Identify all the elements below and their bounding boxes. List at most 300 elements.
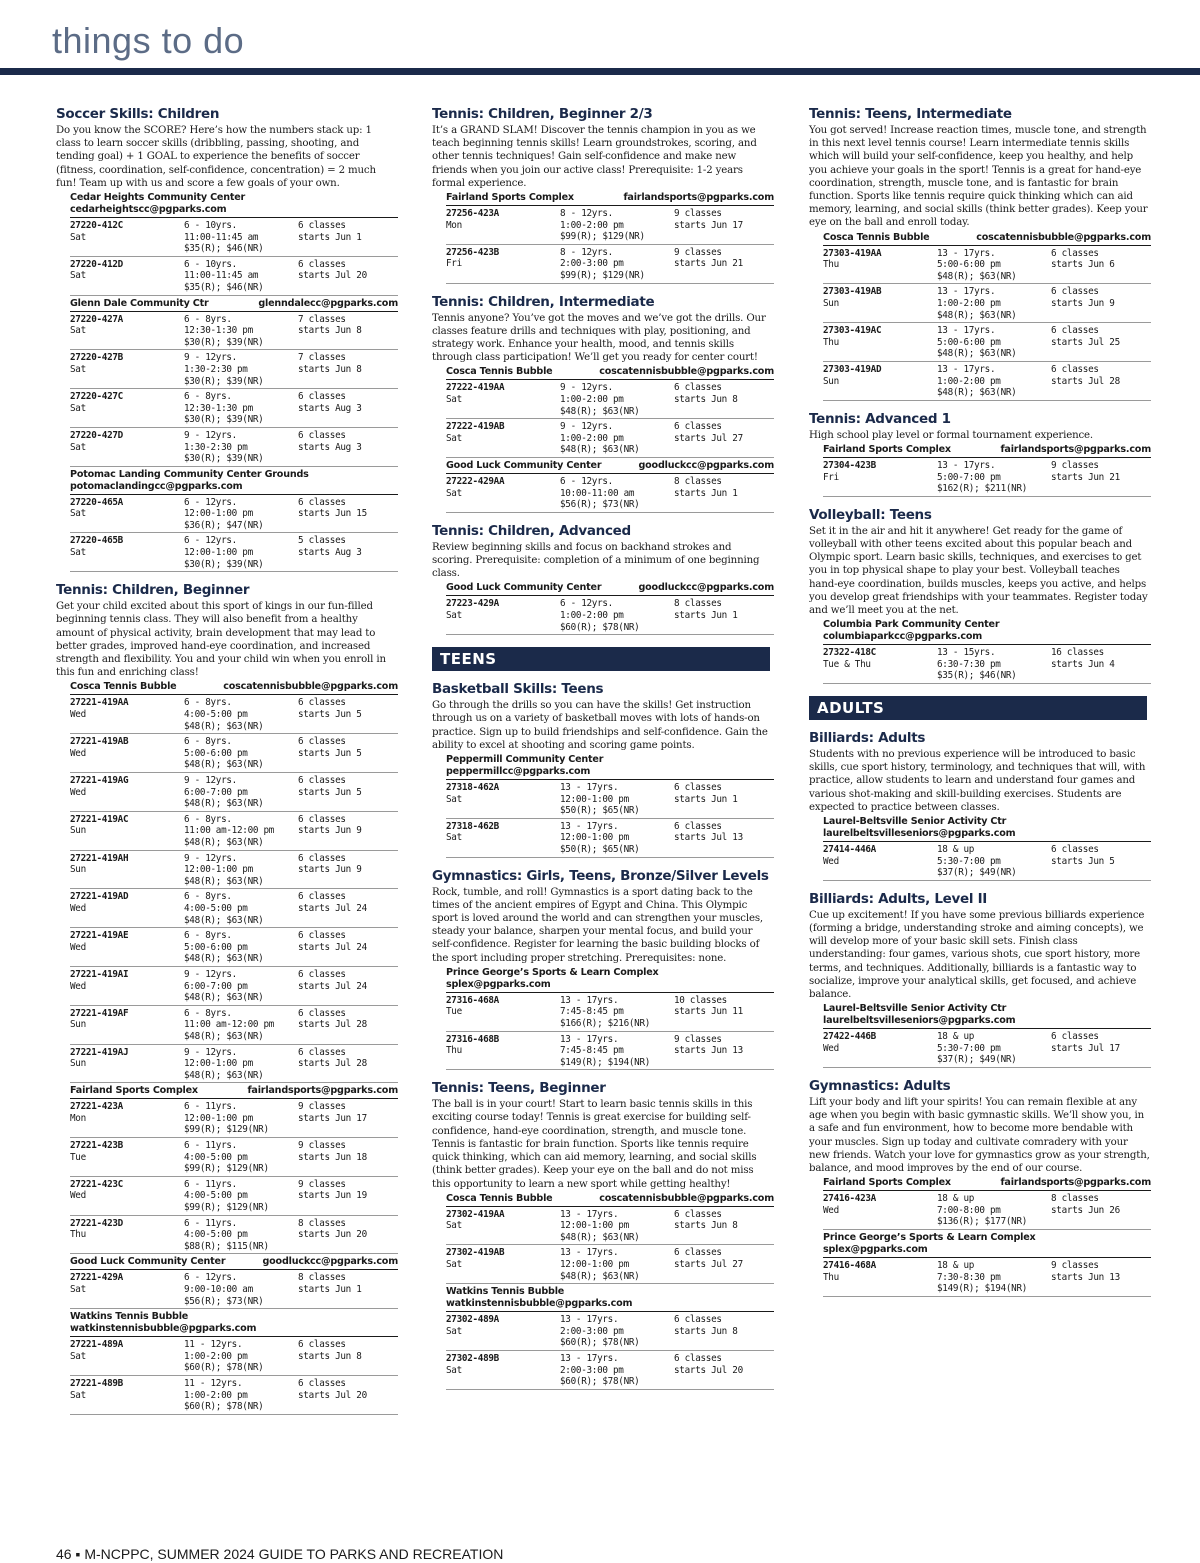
class-blank — [298, 1031, 398, 1043]
class-blank — [674, 1271, 774, 1283]
class-time: 4:00-5:00 pm — [184, 1151, 248, 1163]
class-blank — [1051, 1283, 1151, 1295]
class-age: 9 - 12yrs. — [184, 852, 237, 864]
class-day: Wed — [823, 855, 839, 867]
class-fee: $48(R); $63(NR) — [184, 837, 264, 849]
location-name: Cedar Heights Community Center — [70, 192, 246, 204]
class-count: 7 classes — [298, 313, 346, 325]
class-code: 27316-468A — [446, 994, 499, 1006]
location-email[interactable]: fairlandsports@pgparks.com — [247, 1085, 398, 1097]
column-1 — [56, 96, 398, 1423]
class-blank — [70, 337, 184, 349]
class-blank — [298, 1296, 398, 1308]
class-age: 18 & up — [937, 1193, 975, 1205]
class-code: 27303-419AA — [823, 247, 882, 259]
class-count: 6 classes — [298, 775, 346, 787]
class-day: Sat — [446, 487, 462, 499]
location-name: Cosca Tennis Bubble — [823, 231, 930, 243]
class-day: Sat — [446, 832, 462, 844]
class-age: 6 - 10yrs. — [184, 258, 237, 270]
class-row — [823, 842, 1151, 881]
class-row — [446, 596, 774, 635]
class-blank — [674, 444, 774, 456]
class-time: 5:00-7:00 pm — [937, 471, 1001, 483]
class-count: 8 classes — [1051, 1193, 1099, 1205]
location-email[interactable]: coscatennisbubble@pgparks.com — [223, 681, 398, 693]
class-start: starts Jun 9 — [298, 864, 362, 876]
activity-title: Soccer Skills: Children — [56, 106, 220, 122]
class-start: starts Jul 20 — [674, 1364, 743, 1376]
class-code: 27316-468B — [446, 1033, 499, 1045]
class-fee: $35(R); $46(NR) — [937, 670, 1017, 682]
class-count: 6 classes — [1051, 325, 1099, 337]
class-day: Sat — [446, 1259, 462, 1271]
class-code: 27221-429A — [70, 1272, 123, 1284]
class-blank — [674, 499, 774, 511]
location-header — [446, 754, 774, 780]
class-start: starts Jun 5 — [298, 709, 362, 721]
class-fee: $48(R); $63(NR) — [184, 759, 264, 771]
class-age: 6 - 11yrs. — [184, 1178, 237, 1190]
class-fee: $30(R); $39(NR) — [184, 414, 264, 426]
location-group — [56, 1311, 398, 1415]
location-group — [809, 232, 1151, 401]
class-day: Tue & Thu — [823, 658, 871, 670]
class-fee: $48(R); $63(NR) — [560, 1270, 640, 1282]
class-code: 27416-423A — [823, 1193, 876, 1205]
location-email[interactable]: potomaclandingcc@pgparks.com — [70, 480, 243, 492]
class-blank — [70, 1241, 184, 1253]
location-email[interactable]: fairlandsports@pgparks.com — [623, 192, 774, 204]
class-row — [823, 645, 1151, 684]
location-name: Good Luck Community Center — [70, 1256, 226, 1268]
class-code: 27223-429A — [446, 598, 499, 610]
activity-block — [432, 681, 774, 857]
class-start: starts Aug 3 — [298, 547, 362, 559]
class-blank — [446, 406, 560, 418]
class-row — [70, 1099, 398, 1138]
class-fee: $99(R); $129(NR) — [560, 231, 645, 243]
location-email[interactable]: splex@pgparks.com — [446, 978, 551, 990]
class-day: Sat — [70, 231, 86, 243]
class-age: 8 - 12yrs. — [560, 208, 613, 220]
class-blank — [823, 387, 937, 399]
class-count: 6 classes — [674, 1247, 722, 1259]
class-row — [446, 1245, 774, 1284]
class-code: 27221-419AC — [70, 813, 129, 825]
location-name: Fairland Sports Complex — [70, 1085, 198, 1097]
class-day: Wed — [70, 980, 86, 992]
class-blank — [1051, 310, 1151, 322]
activity-description: The ball is in your court! Start to learn basic tennis skills in this exciting course today! Tennis is great exercise for building self-confidence, hand-eye coordination, strength, and muscle tone. Tennis is fantastic for brain function. Sports like tennis require quick thinking, which can aid memory, learning, and social skills (think better grades). Keep your eye on the ball and do not miss this opportunity to learn a new sport while getting healthy! — [432, 1099, 757, 1190]
class-blank — [70, 1362, 184, 1374]
class-age: 18 & up — [937, 1259, 975, 1271]
class-blank — [674, 844, 774, 856]
class-blank — [70, 837, 184, 849]
column-2 — [432, 96, 774, 1398]
location-header — [446, 967, 774, 993]
class-day: Sat — [70, 1389, 86, 1401]
class-age: 13 - 17yrs. — [560, 1314, 619, 1326]
location-email[interactable]: fairlandsports@pgparks.com — [1000, 1177, 1151, 1189]
class-blank — [70, 1202, 184, 1214]
class-code: 27222-419AA — [446, 382, 505, 394]
class-age: 11 - 12yrs. — [184, 1377, 243, 1389]
class-count: 6 classes — [674, 1314, 722, 1326]
class-count: 6 classes — [298, 1377, 346, 1389]
activity-title: Basketball Skills: Teens — [432, 681, 604, 698]
class-day: Mon — [70, 1112, 86, 1124]
activity-block — [809, 730, 1151, 881]
location-header — [823, 1232, 1151, 1258]
class-blank — [70, 520, 184, 532]
class-start: starts Jul 25 — [1051, 336, 1120, 348]
activity-description: Cue up excitement! If you have some previous billiards experience (forming a bridge, understanding stroke and aiming concepts), we will develop more of your basic skill sets. Finish class understanding: four games, various shots, cue sport history, more terms, and techniques. Additionally, billiards is a fantastic way to socialize, improve your analytical skills, get focused, and achieve balance. — [809, 909, 1145, 1000]
location-email[interactable]: peppermillcc@pgparks.com — [446, 765, 591, 777]
location-email[interactable]: watkinstennisbubble@pgparks.com — [70, 1323, 257, 1335]
class-count: 6 classes — [1051, 363, 1099, 375]
class-row — [446, 1032, 774, 1071]
class-code: 27322-418C — [823, 647, 876, 659]
location-group — [809, 619, 1151, 684]
class-code: 27303-419AD — [823, 363, 882, 375]
activity-block — [809, 411, 1151, 497]
location-email[interactable]: splex@pgparks.com — [823, 1243, 928, 1255]
class-code: 27222-419AB — [446, 421, 505, 433]
class-time: 12:00-1:00 pm — [184, 864, 253, 876]
class-fee: $60(R); $78(NR) — [560, 1337, 640, 1349]
class-count: 6 classes — [298, 1046, 346, 1058]
class-row — [70, 1337, 398, 1376]
class-row — [70, 773, 398, 812]
class-blank — [446, 1232, 560, 1244]
location-header — [446, 582, 774, 596]
class-age: 6 - 8yrs. — [184, 930, 232, 942]
location-email[interactable]: goodluckcc@pgparks.com — [638, 582, 774, 594]
class-fee: $48(R); $63(NR) — [184, 798, 264, 810]
location-group — [56, 681, 398, 1083]
class-day: Sat — [70, 402, 86, 414]
location-email[interactable]: coscatennisbubble@pgparks.com — [599, 366, 774, 378]
class-time: 9:00-10:00 am — [184, 1284, 253, 1296]
class-day: Fri — [823, 471, 839, 483]
class-blank — [1051, 1216, 1151, 1228]
class-blank — [446, 1018, 560, 1030]
class-row — [70, 1177, 398, 1216]
class-code: 27221-423D — [70, 1217, 123, 1229]
class-age: 9 - 12yrs. — [184, 775, 237, 787]
location-email[interactable]: goodluckcc@pgparks.com — [262, 1256, 398, 1268]
class-blank — [298, 1070, 398, 1082]
class-age: 13 - 17yrs. — [937, 286, 996, 298]
class-blank — [446, 1271, 560, 1283]
class-age: 13 - 17yrs. — [937, 325, 996, 337]
class-blank — [823, 1283, 937, 1295]
class-age: 13 - 17yrs. — [937, 247, 996, 259]
location-header — [446, 192, 774, 206]
class-code: 27220-412C — [70, 220, 123, 232]
location-header — [823, 444, 1151, 458]
location-header — [446, 1286, 774, 1312]
class-age: 18 & up — [937, 1031, 975, 1043]
class-start: starts Jul 24 — [298, 902, 367, 914]
class-time: 7:30-8:30 pm — [937, 1271, 1001, 1283]
class-time: 2:00-3:00 pm — [560, 1325, 624, 1337]
class-time: 4:00-5:00 pm — [184, 709, 248, 721]
class-fee: $48(R); $63(NR) — [937, 270, 1017, 282]
class-code: 27303-419AB — [823, 286, 882, 298]
location-header — [70, 469, 398, 495]
location-group — [809, 444, 1151, 497]
location-email[interactable]: fairlandsports@pgparks.com — [1000, 443, 1151, 455]
class-row — [823, 362, 1151, 401]
class-start: starts Jun 6 — [1051, 259, 1115, 271]
activity-block — [432, 868, 774, 1071]
class-fee: $88(R); $115(NR) — [184, 1240, 269, 1252]
class-age: 13 - 17yrs. — [937, 363, 996, 375]
class-blank — [70, 721, 184, 733]
activity-block — [432, 1080, 774, 1390]
class-code: 27302-419AB — [446, 1247, 505, 1259]
class-blank — [1051, 867, 1151, 879]
class-blank — [298, 282, 398, 294]
class-blank — [70, 1031, 184, 1043]
location-name: Columbia Park Community Center — [823, 619, 1000, 631]
class-blank — [70, 282, 184, 294]
location-name: Watkins Tennis Bubble — [70, 1311, 189, 1323]
class-row — [70, 312, 398, 351]
class-fee: $48(R); $63(NR) — [560, 405, 640, 417]
class-day: Sat — [446, 1325, 462, 1337]
class-blank — [298, 1241, 398, 1253]
class-day: Sat — [70, 508, 86, 520]
activity-description: High school play level or formal tournament experience. — [809, 429, 1094, 441]
class-blank — [298, 414, 398, 426]
class-day: Thu — [70, 1229, 86, 1241]
class-count: 6 classes — [298, 496, 346, 508]
class-time: 12:30-1:30 pm — [184, 325, 253, 337]
location-email[interactable]: goodluckcc@pgparks.com — [638, 459, 774, 471]
class-start: starts Aug 3 — [298, 441, 362, 453]
class-row — [446, 419, 774, 458]
class-code: 27221-419AI — [70, 968, 129, 980]
class-age: 6 - 12yrs. — [560, 598, 613, 610]
location-group — [809, 1003, 1151, 1068]
class-age: 9 - 12yrs. — [184, 1046, 237, 1058]
class-age: 6 - 11yrs. — [184, 1140, 237, 1152]
class-day: Wed — [823, 1042, 839, 1054]
class-count: 9 classes — [1051, 459, 1099, 471]
location-header — [823, 816, 1151, 842]
activity-title: Volleyball: Teens — [809, 506, 932, 523]
location-name: Laurel-Beltsville Senior Activity Ctr — [823, 815, 1007, 827]
location-name: Good Luck Community Center — [446, 459, 602, 471]
class-day: Wed — [70, 709, 86, 721]
activity-title: Tennis: Children, Beginner — [56, 582, 250, 599]
class-fee: $48(R); $63(NR) — [184, 1069, 264, 1081]
class-row — [70, 1045, 398, 1084]
location-name: Cosca Tennis Bubble — [70, 681, 177, 693]
class-blank — [298, 876, 398, 888]
class-time: 10:00-11:00 am — [560, 487, 635, 499]
class-code: 27221-419AB — [70, 736, 129, 748]
class-time: 6:00-7:00 pm — [184, 980, 248, 992]
location-group — [809, 816, 1151, 881]
class-row — [823, 246, 1151, 285]
class-start: starts Jun 9 — [1051, 298, 1115, 309]
class-day: Wed — [70, 1190, 86, 1202]
class-code: 27221-419AD — [70, 891, 129, 903]
class-time: 7:45-8:45 pm — [560, 1045, 624, 1057]
class-count: 8 classes — [298, 1217, 346, 1229]
class-code: 27221-423B — [70, 1140, 123, 1152]
class-blank — [70, 1296, 184, 1308]
activity-title: Billiards: Adults — [809, 729, 926, 746]
class-age: 6 - 8yrs. — [184, 391, 232, 403]
class-day: Sun — [823, 298, 839, 309]
class-blank — [1051, 483, 1151, 495]
class-blank — [446, 1337, 560, 1349]
class-count: 6 classes — [298, 220, 346, 232]
location-name: Prince George’s Sports & Learn Complex — [823, 1231, 1036, 1243]
class-blank — [446, 270, 560, 282]
class-time: 12:00-1:00 pm — [560, 793, 629, 805]
class-row — [823, 1191, 1151, 1230]
class-blank — [298, 453, 398, 465]
class-code: 27220-465A — [70, 496, 123, 508]
class-blank — [674, 231, 774, 243]
class-age: 6 - 12yrs. — [560, 475, 613, 487]
activity-block — [432, 523, 774, 635]
location-email[interactable]: watkinstennisbubble@pgparks.com — [446, 1298, 633, 1310]
class-code: 27221-419AH — [70, 852, 129, 864]
class-blank — [70, 559, 184, 571]
class-age: 13 - 17yrs. — [560, 1208, 619, 1220]
class-count: 16 classes — [1051, 647, 1104, 659]
class-start: starts Jun 8 — [674, 1325, 738, 1337]
class-code: 27422-446B — [823, 1031, 876, 1043]
class-code: 27302-489A — [446, 1314, 499, 1326]
class-age: 9 - 12yrs. — [184, 352, 237, 364]
class-age: 13 - 17yrs. — [560, 781, 619, 793]
class-start: starts Jun 17 — [674, 219, 743, 231]
class-fee: $50(R); $65(NR) — [560, 843, 640, 855]
class-time: 4:00-5:00 pm — [184, 1229, 248, 1241]
class-count: 6 classes — [298, 1339, 346, 1351]
column-3 — [809, 96, 1151, 1305]
class-fee: $30(R); $39(NR) — [184, 336, 264, 348]
class-blank — [446, 231, 560, 243]
class-blank — [70, 876, 184, 888]
class-start: starts Jun 15 — [298, 508, 367, 520]
location-name: Glenn Dale Community Ctr — [70, 297, 209, 309]
section-banner: TEENS — [432, 647, 770, 671]
location-group — [432, 1193, 774, 1285]
class-age: 6 - 8yrs. — [184, 813, 232, 825]
class-start: starts Jun 5 — [298, 747, 362, 759]
location-group — [432, 754, 774, 858]
class-count: 6 classes — [298, 391, 346, 403]
location-email[interactable]: columbiaparkcc@pgparks.com — [823, 631, 983, 643]
header-rule — [0, 68, 1200, 75]
class-start: starts Jul 28 — [298, 1019, 367, 1031]
class-count: 6 classes — [674, 820, 722, 832]
activity-block — [809, 891, 1151, 1068]
class-blank — [674, 1057, 774, 1069]
class-start: starts Jun 26 — [1051, 1204, 1120, 1216]
class-fee: $56(R); $73(NR) — [560, 499, 640, 511]
class-day: Tue — [446, 1006, 462, 1018]
class-fee: $48(R); $63(NR) — [937, 387, 1017, 399]
class-count: 9 classes — [674, 246, 722, 258]
location-email[interactable]: coscatennisbubble@pgparks.com — [599, 1192, 774, 1204]
page-title: things to do — [52, 20, 245, 61]
activity-title: Tennis: Teens, Beginner — [432, 1080, 606, 1097]
class-fee: $37(R); $49(NR) — [937, 1054, 1017, 1066]
class-age: 11 - 12yrs. — [184, 1339, 243, 1351]
class-time: 5:00-6:00 pm — [937, 259, 1001, 271]
class-start: starts Jun 1 — [674, 793, 738, 805]
location-email[interactable]: glenndalecc@pgparks.com — [258, 297, 398, 309]
location-name: Good Luck Community Center — [446, 582, 602, 594]
location-header — [70, 1256, 398, 1270]
class-fee: $30(R); $39(NR) — [184, 375, 264, 387]
location-name: Cosca Tennis Bubble — [446, 1192, 553, 1204]
class-age: 6 - 10yrs. — [184, 220, 237, 232]
location-name: Potomac Landing Community Center Grounds — [70, 468, 309, 480]
class-blank — [674, 270, 774, 282]
class-count: 9 classes — [298, 1140, 346, 1152]
class-code: 27221-419AG — [70, 775, 129, 787]
class-day: Sat — [446, 793, 462, 805]
class-start: starts Jul 13 — [674, 832, 743, 844]
class-fee: $60(R); $78(NR) — [184, 1362, 264, 1374]
location-email[interactable]: laurelbeltsvilleseniors@pgparks.com — [823, 1015, 1016, 1027]
class-code: 27256-423A — [446, 208, 499, 220]
class-row — [70, 1376, 398, 1415]
class-code: 27221-423A — [70, 1101, 123, 1113]
class-blank — [674, 805, 774, 817]
class-fee: $136(R); $177(NR) — [937, 1216, 1028, 1228]
class-code: 27220-465B — [70, 535, 123, 547]
location-header — [823, 1003, 1151, 1029]
class-time: 11:00-11:45 am — [184, 231, 259, 243]
class-start: starts Jun 8 — [298, 363, 362, 375]
location-email[interactable]: laurelbeltsvilleseniors@pgparks.com — [823, 827, 1016, 839]
class-day: Wed — [70, 941, 86, 953]
class-row — [70, 257, 398, 296]
location-group — [809, 1177, 1151, 1230]
class-day: Mon — [446, 219, 462, 231]
class-code: 27221-489B — [70, 1377, 123, 1389]
location-header — [446, 1193, 774, 1207]
class-blank — [823, 1054, 937, 1066]
activity-description: Lift your body and lift your spirits! You can remain flexible at any age when you begin with basic gymnastic skills. We’ll show you, in a safe and fun environment, how to become more bendable with your muscles. Sign up today and cultivate comradery with your new friends. Watch your love for gymnastics grow as your strength, balance, and mood improves by the end of our course. — [809, 1096, 1150, 1174]
location-email[interactable]: coscatennisbubble@pgparks.com — [976, 231, 1151, 243]
class-code: 27302-419AA — [446, 1208, 505, 1220]
location-name: Laurel-Beltsville Senior Activity Ctr — [823, 1003, 1007, 1015]
class-row — [70, 428, 398, 467]
class-start: starts Jun 1 — [298, 231, 362, 243]
class-fee: $56(R); $73(NR) — [184, 1295, 264, 1307]
class-day: Wed — [70, 786, 86, 798]
location-header — [70, 681, 398, 695]
location-email[interactable]: cedarheightscc@pgparks.com — [70, 204, 227, 216]
class-fee: $30(R); $39(NR) — [184, 558, 264, 570]
class-code: 27304-423B — [823, 459, 876, 471]
location-name: Peppermill Community Center — [446, 753, 604, 765]
class-start: starts Jul 27 — [674, 432, 743, 444]
